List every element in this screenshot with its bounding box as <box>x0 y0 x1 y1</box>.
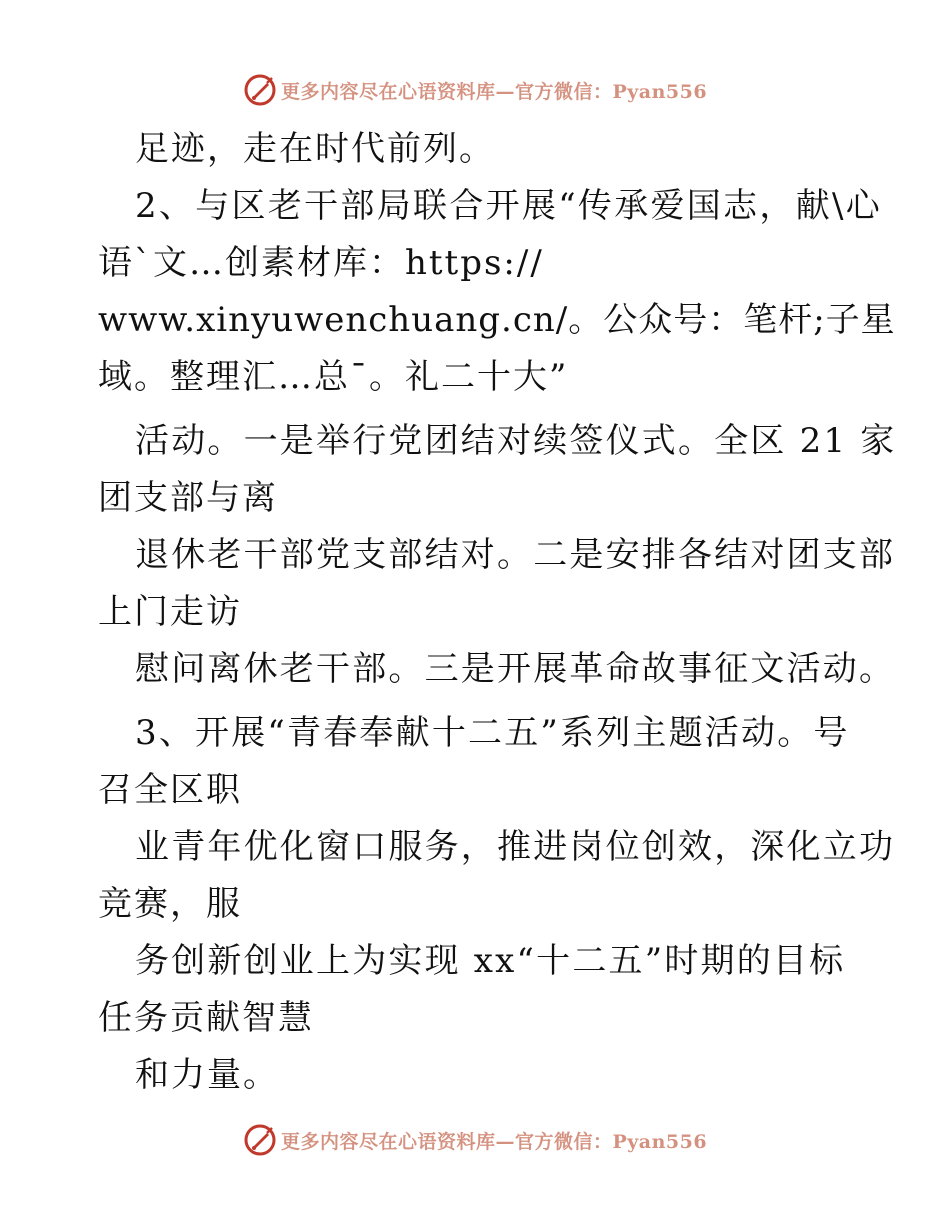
doc-line: 务创新创业上为实现 xx“十二五”时期的目标 <box>135 941 846 981</box>
header-banner-text: 更多内容尽在心语资料库—官方微信：Pyan556 <box>280 80 708 103</box>
footer-banner <box>0 1120 950 1160</box>
doc-line: 3、开展“青春奉献十二五”系列主题活动。号 <box>135 713 850 753</box>
quill-pen-logo-icon <box>243 73 277 107</box>
footer-banner-text: 更多内容尽在心语资料库—官方微信：Pyan556 <box>280 1130 708 1153</box>
doc-line: 活动。一是举行党团结对续签仪式。全区 21 家 <box>135 421 897 461</box>
doc-line: 竞赛，服 <box>98 884 242 924</box>
doc-line: 2、与区老干部局联合开展“传承爱国志，献\心 <box>135 186 883 226</box>
doc-line: 上门走访 <box>98 592 242 632</box>
doc-line: 语`文…创素材库：https:// <box>98 243 544 283</box>
doc-line: 召全区职 <box>98 770 242 810</box>
doc-line: 和力量。 <box>135 1055 279 1095</box>
doc-line: 足迹，走在时代前列。 <box>135 129 495 169</box>
doc-line: 业青年优化窗口服务，推进岗位创效，深化立功 <box>135 827 896 867</box>
doc-line: 退休老干部党支部结对。二是安排各结对团支部 <box>135 535 896 575</box>
header-banner <box>0 70 950 110</box>
doc-line: 域。整理汇…总¯。礼二十大” <box>98 357 569 397</box>
doc-line: 团支部与离 <box>98 478 278 518</box>
quill-pen-logo-icon <box>243 1123 277 1157</box>
doc-line: www.xinyuwenchuang.cn/。公众号：笔杆;子星 <box>98 300 896 340</box>
doc-line: 任务贡献智慧 <box>98 998 314 1038</box>
doc-line: 慰问离休老干部。三是开展革命故事征文活动。 <box>135 649 896 689</box>
